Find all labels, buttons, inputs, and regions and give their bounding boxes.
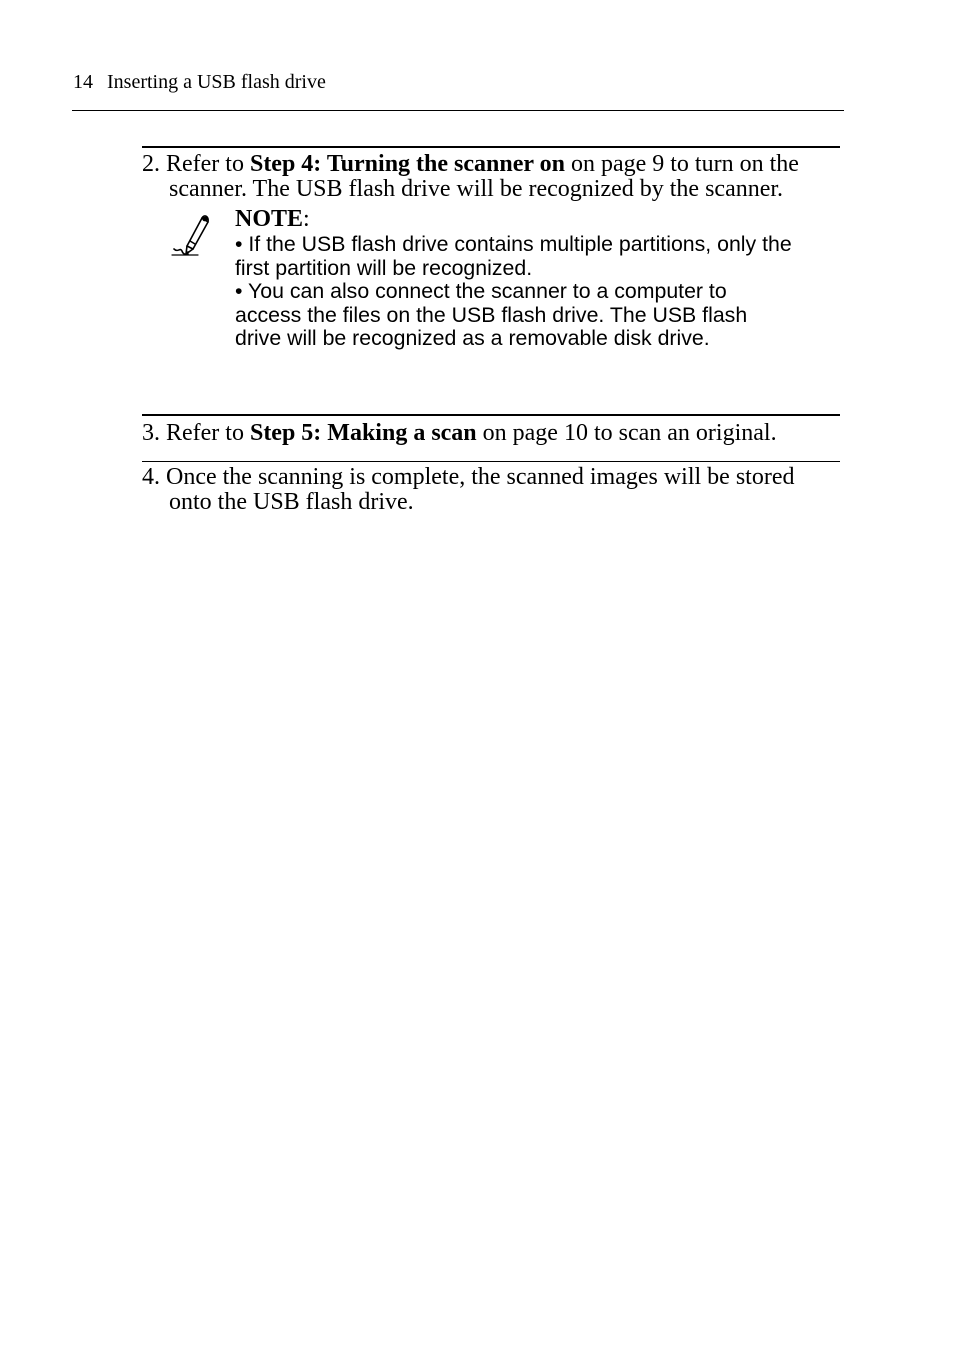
note-line: • You can also connect the scanner to a computer to xyxy=(235,279,727,304)
note-box xyxy=(235,206,845,351)
step-number: 4. xyxy=(142,464,160,490)
note-line: first partition will be recognized. xyxy=(235,255,533,280)
step-number: 2. xyxy=(142,151,160,177)
step-2 xyxy=(142,146,840,202)
step-text-run: Refer to xyxy=(166,420,250,446)
header-rule xyxy=(72,110,844,111)
note-line: • If the USB flash drive contains multiple partitions, only the xyxy=(235,232,792,256)
step-reference: Step 4: Turning the scanner on xyxy=(249,151,565,177)
running-title: Inserting a USB flash drive xyxy=(107,71,326,93)
step-divider xyxy=(142,146,840,148)
step-text-run: on page 9 to turn on the xyxy=(564,151,799,177)
step-text-run: scanner. The USB flash drive will be recognized by the scanner. xyxy=(169,176,784,202)
note-line: drive will be recognized as a removable disk drive. xyxy=(235,326,710,351)
step-text-run: Once the scanning is complete, the scanned images will be stored xyxy=(166,464,795,490)
pencil-note-icon xyxy=(168,211,214,259)
step-divider xyxy=(142,414,840,416)
step-2-text xyxy=(142,152,840,202)
step-3-text xyxy=(142,421,840,446)
note-heading-colon: : xyxy=(303,206,310,232)
step-4 xyxy=(142,461,840,515)
note-heading: NOTE xyxy=(235,206,304,232)
step-3 xyxy=(142,414,840,446)
step-text-run: onto the USB flash drive. xyxy=(169,489,414,515)
step-reference: Step 5: Making a scan xyxy=(249,420,477,446)
step-text-run: on page 10 to scan an original. xyxy=(476,420,777,446)
step-text-run: Refer to xyxy=(166,151,250,177)
running-header xyxy=(73,69,326,95)
page-number: 14 xyxy=(73,71,93,93)
note-line: access the files on the USB flash drive. The USB flash xyxy=(235,302,748,327)
step-4-text xyxy=(142,465,840,515)
step-divider xyxy=(142,461,840,462)
step-number: 3. xyxy=(142,420,160,446)
note-title xyxy=(235,206,845,233)
